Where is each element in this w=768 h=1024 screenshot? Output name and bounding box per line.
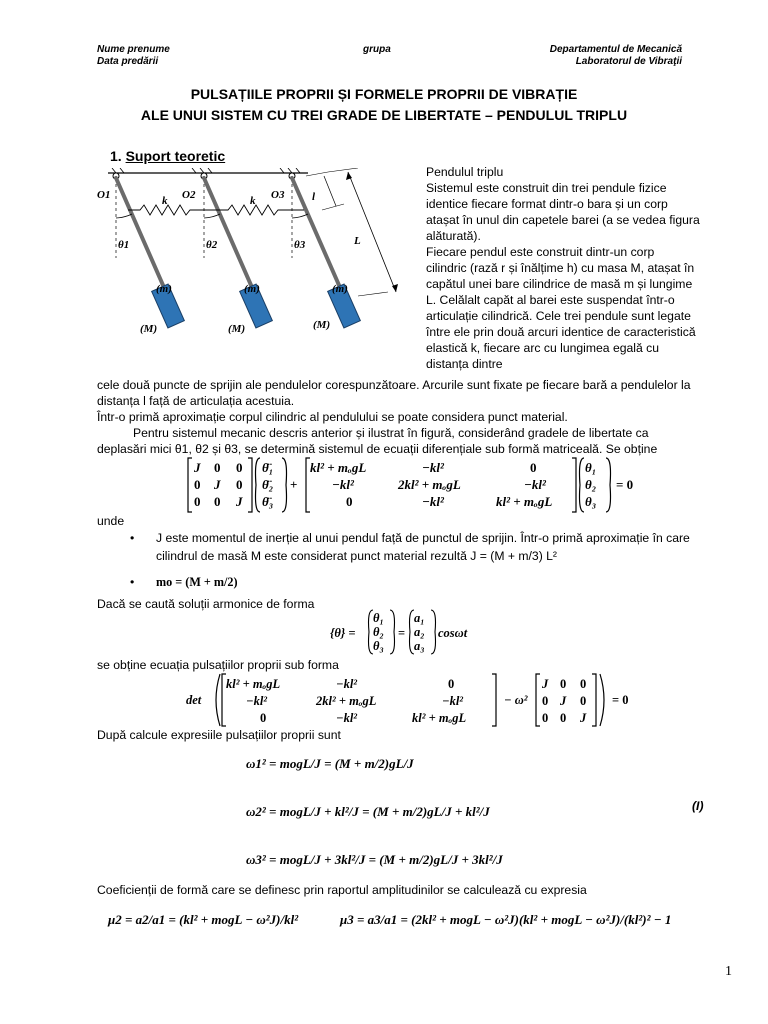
svg-text:0: 0	[236, 460, 243, 475]
laboratory-label: Laboratorul de Vibraţii	[575, 56, 682, 67]
svg-text:kl² + mₒgL: kl² + mₒgL	[310, 460, 367, 475]
label-o3: O3	[271, 189, 285, 201]
title-line-2: ALE UNUI SISTEM CU TREI GRADE DE LIBERTATE – PENDULUL TRIPLU	[140, 107, 628, 123]
label-l: l	[312, 191, 316, 203]
svg-text:− ω²: − ω²	[504, 693, 528, 707]
matrix-equation	[186, 456, 646, 516]
svg-text:−kl²: −kl²	[422, 494, 444, 509]
mu-2-equation: μ2 = a2/a1 = (kl² + mogL − ω²J)/kl²	[108, 912, 299, 927]
svg-text:0: 0	[560, 711, 567, 725]
svg-text:−kl²: −kl²	[442, 694, 464, 708]
svg-text:0: 0	[260, 711, 267, 725]
equation-number: (I)	[692, 799, 704, 813]
svg-text:θ₂: θ₂	[585, 477, 597, 492]
side-line: L. Celălalt capăt al barei este suspendat într-o	[426, 293, 675, 307]
svg-text:−kl²: −kl²	[336, 711, 358, 725]
bullet-1-line-b: cilindrul de masă M este considerat punct material rezultă J = (M + m/3) L²	[156, 549, 557, 563]
svg-text:cosωt: cosωt	[438, 626, 468, 640]
omega-2-equation: ω2² = mogL/J + kl²/J = (M + m/2)gL/J + kl²/J	[246, 804, 490, 819]
mu-3-equation: μ3 = a3/a1 = (2kl² + mogL − ω²J)(kl² + mogL − ω²J)/(kl²)² − 1	[340, 912, 672, 927]
svg-text:a₁: a₁	[414, 611, 425, 625]
side-paragraph	[426, 180, 716, 372]
side-line: Sistemul este construit din trei pendule fizice	[426, 181, 667, 195]
svg-text:J: J	[214, 477, 221, 492]
svg-text:a₃: a₃	[414, 639, 425, 653]
side-line: capătul unei bare cilindrice de masă m și lungime	[426, 277, 693, 291]
svg-text:2kl² + mₒgL: 2kl² + mₒgL	[316, 694, 377, 708]
svg-text:0: 0	[530, 460, 537, 475]
label-m-3: (m)	[332, 283, 348, 295]
svg-text:kl² + mₒgL: kl² + mₒgL	[226, 677, 281, 691]
coefficient-text: Coeficienții de formă care se definesc prin raportul amplitudinilor se calculează cu expresia	[97, 883, 587, 897]
svg-text:0: 0	[448, 677, 455, 691]
label-mass-3: (M)	[313, 319, 331, 331]
bullet-1-line-a: J este momentul de inerție al unui pendul față de punctul de sprijin. Într-o primă aproximație în care	[156, 531, 690, 545]
side-line: alăturată).	[426, 229, 481, 243]
svg-text:−kl²: −kl²	[332, 477, 354, 492]
label-theta-1: θ1	[118, 239, 130, 251]
name-label: Nume prenume	[97, 44, 170, 55]
eigen-text: se obține ecuația pulsațiilor proprii sub forma	[97, 658, 339, 672]
section-title: Suport teoretic	[125, 148, 226, 164]
svg-text:θ₁: θ₁	[373, 611, 384, 625]
svg-text:J: J	[542, 677, 549, 691]
body-line: Pentru sistemul mecanic descris anterior și ilustrat în figură, considerând gradele de libertate ca	[133, 426, 649, 440]
body-paragraph	[97, 377, 731, 457]
label-mass-1: (M)	[140, 323, 158, 335]
body-line: deplasări mici θ1, θ2 și θ3, se determină sistemul de ecuații diferențiale sub formă matriceală. Se obține	[97, 442, 658, 456]
svg-text:0: 0	[560, 677, 567, 691]
label-mass-2: (M)	[228, 323, 246, 335]
title-line-1: PULSAȚIILE PROPRII ȘI FORMELE PROPRII DE VIBRAȚIE	[190, 86, 578, 102]
svg-text:det: det	[186, 693, 202, 707]
svg-text:0: 0	[214, 460, 221, 475]
svg-text:θ₁: θ₁	[585, 460, 597, 475]
after-text: După calcule expresiile pulsațiilor proprii sunt	[97, 728, 341, 742]
svg-text:−kl²: −kl²	[336, 677, 358, 691]
svg-text:+: +	[290, 477, 298, 492]
svg-text:0: 0	[194, 494, 201, 509]
svg-text:kl² + mₒgL: kl² + mₒgL	[496, 494, 553, 509]
section-heading	[110, 148, 225, 164]
page-number: 1	[725, 964, 732, 979]
side-line: articulație cilindrică. Cele trei pendule sunt legate	[426, 309, 691, 323]
svg-text:a₂: a₂	[414, 625, 425, 639]
date-label: Data predării	[97, 56, 159, 67]
label-theta-3: θ3	[294, 239, 306, 251]
svg-text:θ̈₁: θ̈₁	[262, 460, 274, 475]
svg-text:{θ} =: {θ} =	[330, 626, 356, 640]
svg-text:−kl²: −kl²	[246, 694, 268, 708]
triple-pendulum-figure	[96, 168, 412, 350]
label-theta-2: θ2	[206, 239, 218, 251]
section-number: 1.	[110, 148, 122, 164]
svg-text:0: 0	[236, 477, 243, 492]
svg-text:kl² + mₒgL: kl² + mₒgL	[412, 711, 467, 725]
svg-text:J: J	[560, 694, 567, 708]
body-line: distanța l față de articulația acestuia.	[97, 394, 295, 408]
omega-3-equation: ω3² = mogL/J + 3kl²/J = (M + m/2)gL/J + 3kl²/J	[246, 852, 503, 867]
svg-text:−kl²: −kl²	[524, 477, 546, 492]
svg-text:0: 0	[214, 494, 221, 509]
svg-text:0: 0	[346, 494, 353, 509]
side-title: Pendulul triplu	[426, 165, 504, 179]
side-line: atașat în unul din capetele barei (a se vedea figura	[426, 213, 700, 227]
unde-label: unde	[97, 514, 125, 528]
label-k-2: k	[250, 195, 256, 207]
svg-text:= 0: = 0	[616, 477, 634, 492]
side-line: Fiecare pendul este construit dintr-un corp	[426, 245, 655, 259]
side-line: cilindric (rază r și înălțime h) cu masa M, atașat în	[426, 261, 695, 275]
svg-text:θ₂: θ₂	[373, 625, 384, 639]
svg-text:θ̈₃: θ̈₃	[262, 494, 274, 509]
side-line: identice fiecare format dintr-o bara și un corp	[426, 197, 668, 211]
side-line: între ele prin două arcuri identice de caracteristică	[426, 325, 696, 339]
body-line: Într-o primă aproximație corpul cilindric al pendulului se poate considera punct material.	[97, 410, 568, 424]
omega-1-equation: ω1² = mogL/J = (M + m/2)gL/J	[246, 756, 414, 771]
side-line: distanța dintre	[426, 357, 503, 371]
eigen-equation	[186, 672, 646, 730]
svg-text:J: J	[236, 494, 243, 509]
department-label: Departamentul de Mecanică	[549, 44, 682, 55]
group-label: grupa	[363, 44, 391, 55]
bullet-2-text: mo = (M + m/2)	[156, 575, 238, 589]
svg-text:J: J	[580, 711, 587, 725]
svg-text:θ₃: θ₃	[373, 639, 384, 653]
svg-text:0: 0	[194, 477, 201, 492]
body-line: cele două puncte de sprijin ale pendulelor corespunzătoare. Arcurile sunt fixate pe fiecare bară a pendulelor la	[97, 378, 691, 392]
label-o1: O1	[97, 189, 111, 201]
svg-text:0: 0	[580, 694, 587, 708]
svg-text:θ̈₂: θ̈₂	[262, 477, 274, 492]
svg-text:−kl²: −kl²	[422, 460, 444, 475]
svg-text:0: 0	[542, 694, 549, 708]
svg-text:J: J	[194, 460, 201, 475]
spring-2	[216, 205, 304, 215]
label-o2: O2	[182, 189, 196, 201]
spring-1	[128, 205, 216, 215]
svg-text:0: 0	[542, 711, 549, 725]
label-k-1: k	[162, 195, 168, 207]
svg-text:=: =	[398, 626, 406, 640]
label-m-1: (m)	[156, 283, 172, 295]
label-big-l: L	[354, 235, 361, 247]
bullet-1-dot: •	[130, 531, 135, 545]
bullet-2-dot: •	[130, 575, 135, 589]
harmonic-equation	[328, 608, 498, 658]
label-m-2: (m)	[244, 283, 260, 295]
svg-text:2kl² + mₒgL: 2kl² + mₒgL	[398, 477, 461, 492]
harmonic-text: Dacă se caută soluții armonice de forma	[97, 597, 315, 611]
svg-text:θ₃: θ₃	[585, 494, 597, 509]
svg-text:0: 0	[580, 677, 587, 691]
svg-text:= 0: = 0	[612, 693, 629, 707]
side-line: elastică k, fiecare arc cu lungimea egală cu	[426, 341, 660, 355]
